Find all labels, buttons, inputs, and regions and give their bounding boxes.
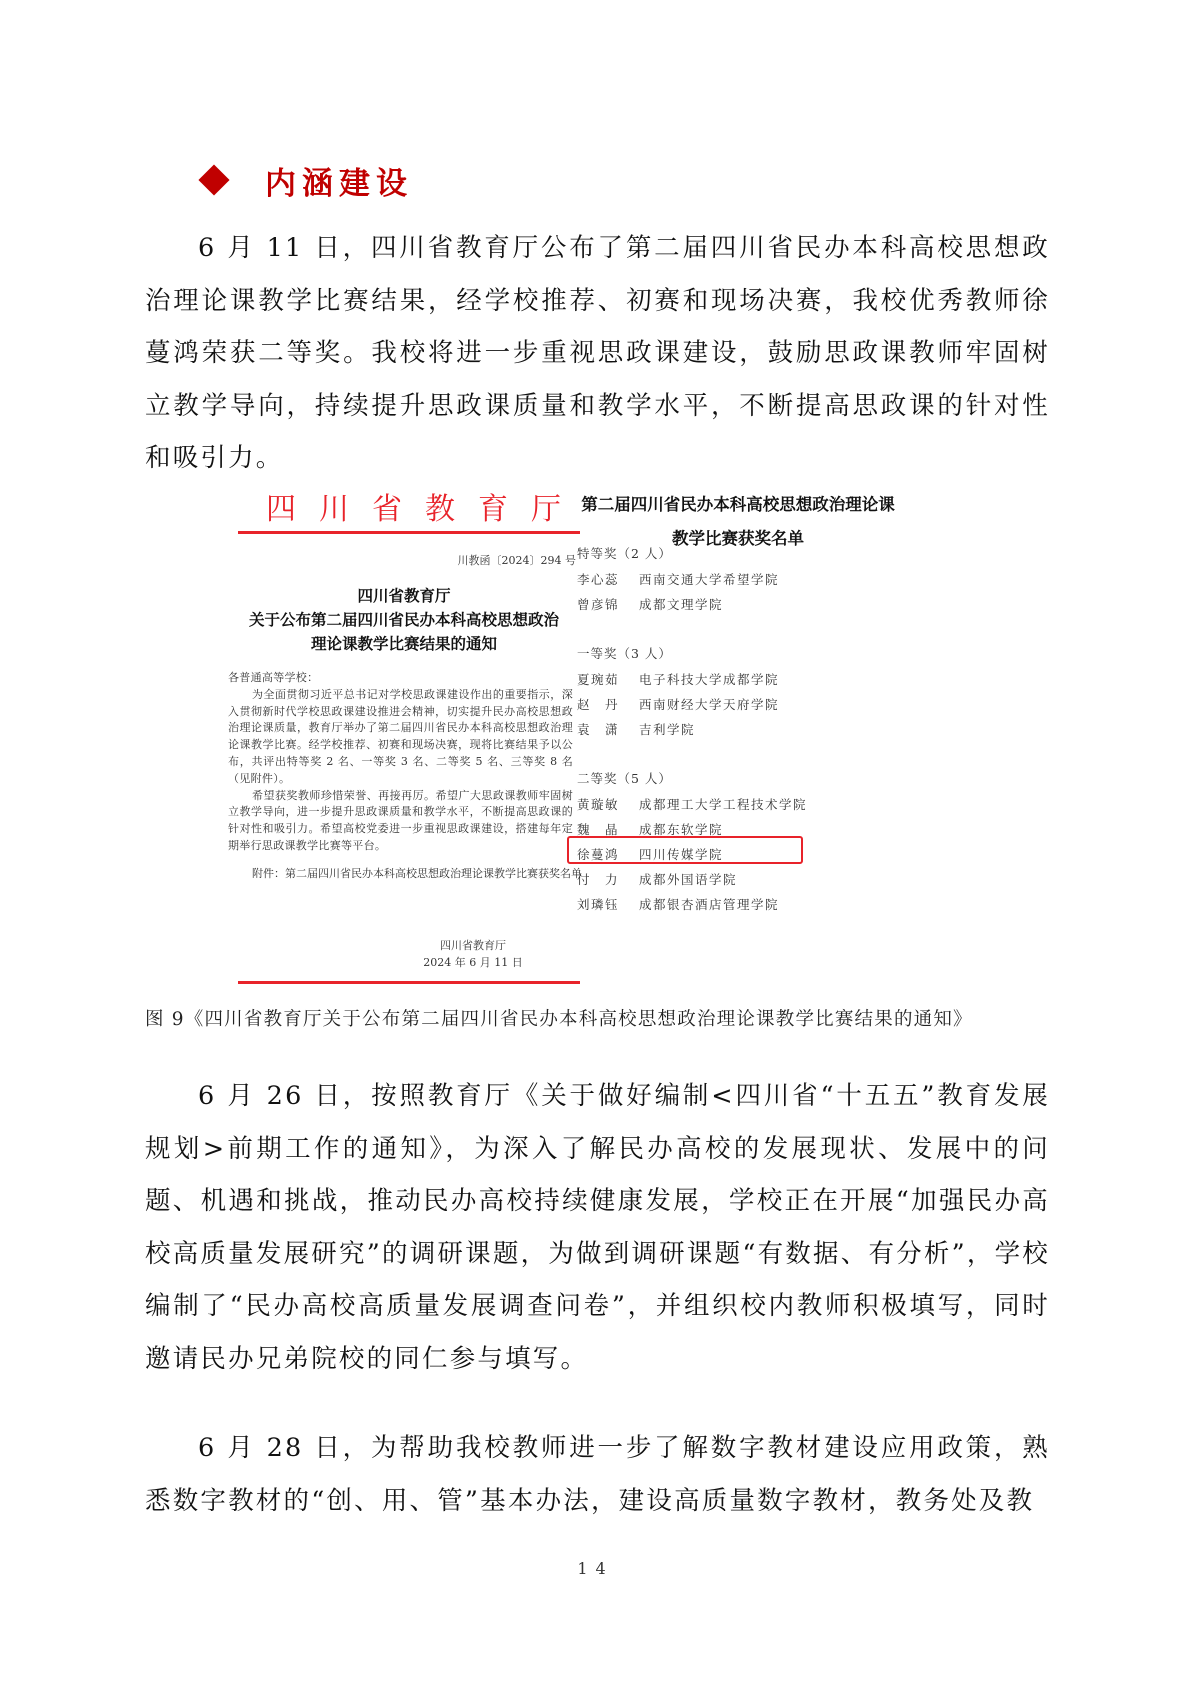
award-row [577,895,779,913]
award-group-label: 特等奖（2 人） [577,546,672,561]
winner-school: 成都外国语学院 [639,872,738,887]
paragraph-digital-textbook: 6 月 28 日，为帮助我校教师进一步了解数字教材建设应用政策，熟悉数字教材的“创、用、管”基本办法，建设高质量数字教材，教务处及教 [145,1433,1050,1516]
winner-school: 电子科技大学成都学院 [639,672,780,687]
notice-signature: 四川省教育厅 [440,939,506,952]
notice-salutation: 各普通高等学校： [228,671,319,684]
figure-caption: 图 9《四川省教育厅关于公布第二届四川省民办本科高校思想政治理论课教学比赛结果的通知》 [145,1009,973,1030]
notice-body [228,670,573,855]
winner-name: 黄璇敏 [577,797,620,812]
notice-org-header: 四川省教育厅 [266,492,584,527]
notice-title-line: 理论课教学比赛结果的通知 [310,634,497,653]
notice-date: 2024 年 6 月 11 日 [423,956,523,969]
winner-name: 刘璘钰 [577,897,620,912]
award-row [577,670,779,688]
award-row [577,570,779,588]
notice-body-paragraph: 为全面贯彻习近平总书记对学校思政课建设作出的重要指示，深入贯彻新时代学校思政课建设推进会精神，切实提升民办高校思想政治理论课质量，教育厅举办了第二届四川省民办本科高校思想政治理论课教学比赛。经学校推荐、初赛和现场决赛，现将比赛结果予以公布，共评出特等奖 2 名、一等奖 3 名、二等奖 5 名、三等奖 8 名（见附件）。 [228,687,573,785]
winner-name: 魏 晶 [577,822,620,837]
winner-school: 成都银杏酒店管理学院 [639,897,780,912]
notice-title [228,584,580,656]
award-row [577,795,807,813]
notice-body-paragraph: 希望获奖教师珍惜荣誉、再接再厉。希望广大思政课教师牢固树立教学导向，进一步提升思政课质量和教学水平，不断提高思政课的针对性和吸引力。希望高校党委进一步重视思政课建设，搭建每年定期举行思政课教学比赛等平台。 [228,788,573,852]
red-divider-bottom [238,981,580,984]
section-title: 内涵建设 [265,165,413,202]
award-row [577,720,695,738]
winner-school: 成都文理学院 [639,597,724,612]
paragraph-survey: 6 月 26 日，按照教育厅《关于做好编制<四川省“十五五”教育发展规划>前期工作的通知》，为深入了解民办高校的发展现状、发展中的问题、机遇和挑战，推动民办高校持续健康发展，学校正在开展“加强民办高校高质量发展研究”的调研课题，为做到调研课题“有数据、有分析”，学校编制了“民办高校高质量发展调查问卷”，并组织校内教师积极填写，同时邀请民办兄弟院校的同仁参与填写。 [145,1081,1050,1374]
notice-doc-number: 川教函〔2024〕294 号 [457,554,576,567]
notice-title-line: 关于公布第二届四川省民办本科高校思想政治 [248,610,559,629]
award-group-label: 二等奖（5 人） [577,771,672,786]
winner-name: 付 力 [577,872,620,887]
award-row [577,595,723,613]
award-list-title-line: 教学比赛获奖名单 [672,529,804,548]
award-row [577,695,779,713]
winner-name: 李心蕊 [577,572,620,587]
notice-signature-block [413,937,533,971]
figure-notice-image [228,478,988,993]
winner-school: 西南交通大学希望学院 [639,572,780,587]
winner-school: 成都理工大学工程技术学院 [639,797,808,812]
winner-name: 赵 丹 [577,697,620,712]
winner-name: 夏琬茹 [577,672,620,687]
award-list-title-line: 第二届四川省民办本科高校思想政治理论课 [581,495,895,514]
award-row [577,870,737,888]
red-divider-top [238,531,580,534]
page-number: 14 [577,1559,614,1578]
winner-school: 成都东软学院 [639,822,724,837]
award-group-label: 一等奖（3 人） [577,646,672,661]
diamond-bullet-icon [198,164,229,195]
award-row-highlighted [577,845,723,863]
winner-name: 曾彦锦 [577,597,620,612]
winner-school: 西南财经大学天府学院 [639,697,780,712]
notice-attachment: 附件：第二届四川省民办本科高校思想政治理论课教学比赛获奖名单 [252,867,582,880]
winner-name: 袁 潇 [577,722,620,737]
notice-document [228,478,584,993]
notice-title-line: 四川省教育厅 [357,586,451,605]
winner-school: 吉利学院 [639,722,696,737]
winner-name: 徐蔓鸿 [577,847,620,862]
paragraph-competition-result: 6 月 11 日，四川省教育厅公布了第二届四川省民办本科高校思想政治理论课教学比赛结果，经学校推荐、初赛和现场决赛，我校优秀教师徐蔓鸿荣获二等奖。我校将进一步重视思政课建设，鼓励思政课教师牢固树立教学导向，持续提升思政课质量和教学水平，不断提高思政课的针对性和吸引力。 [145,233,1050,473]
winner-school: 四川传媒学院 [639,847,724,862]
award-list [573,478,988,993]
section-heading [197,158,413,202]
